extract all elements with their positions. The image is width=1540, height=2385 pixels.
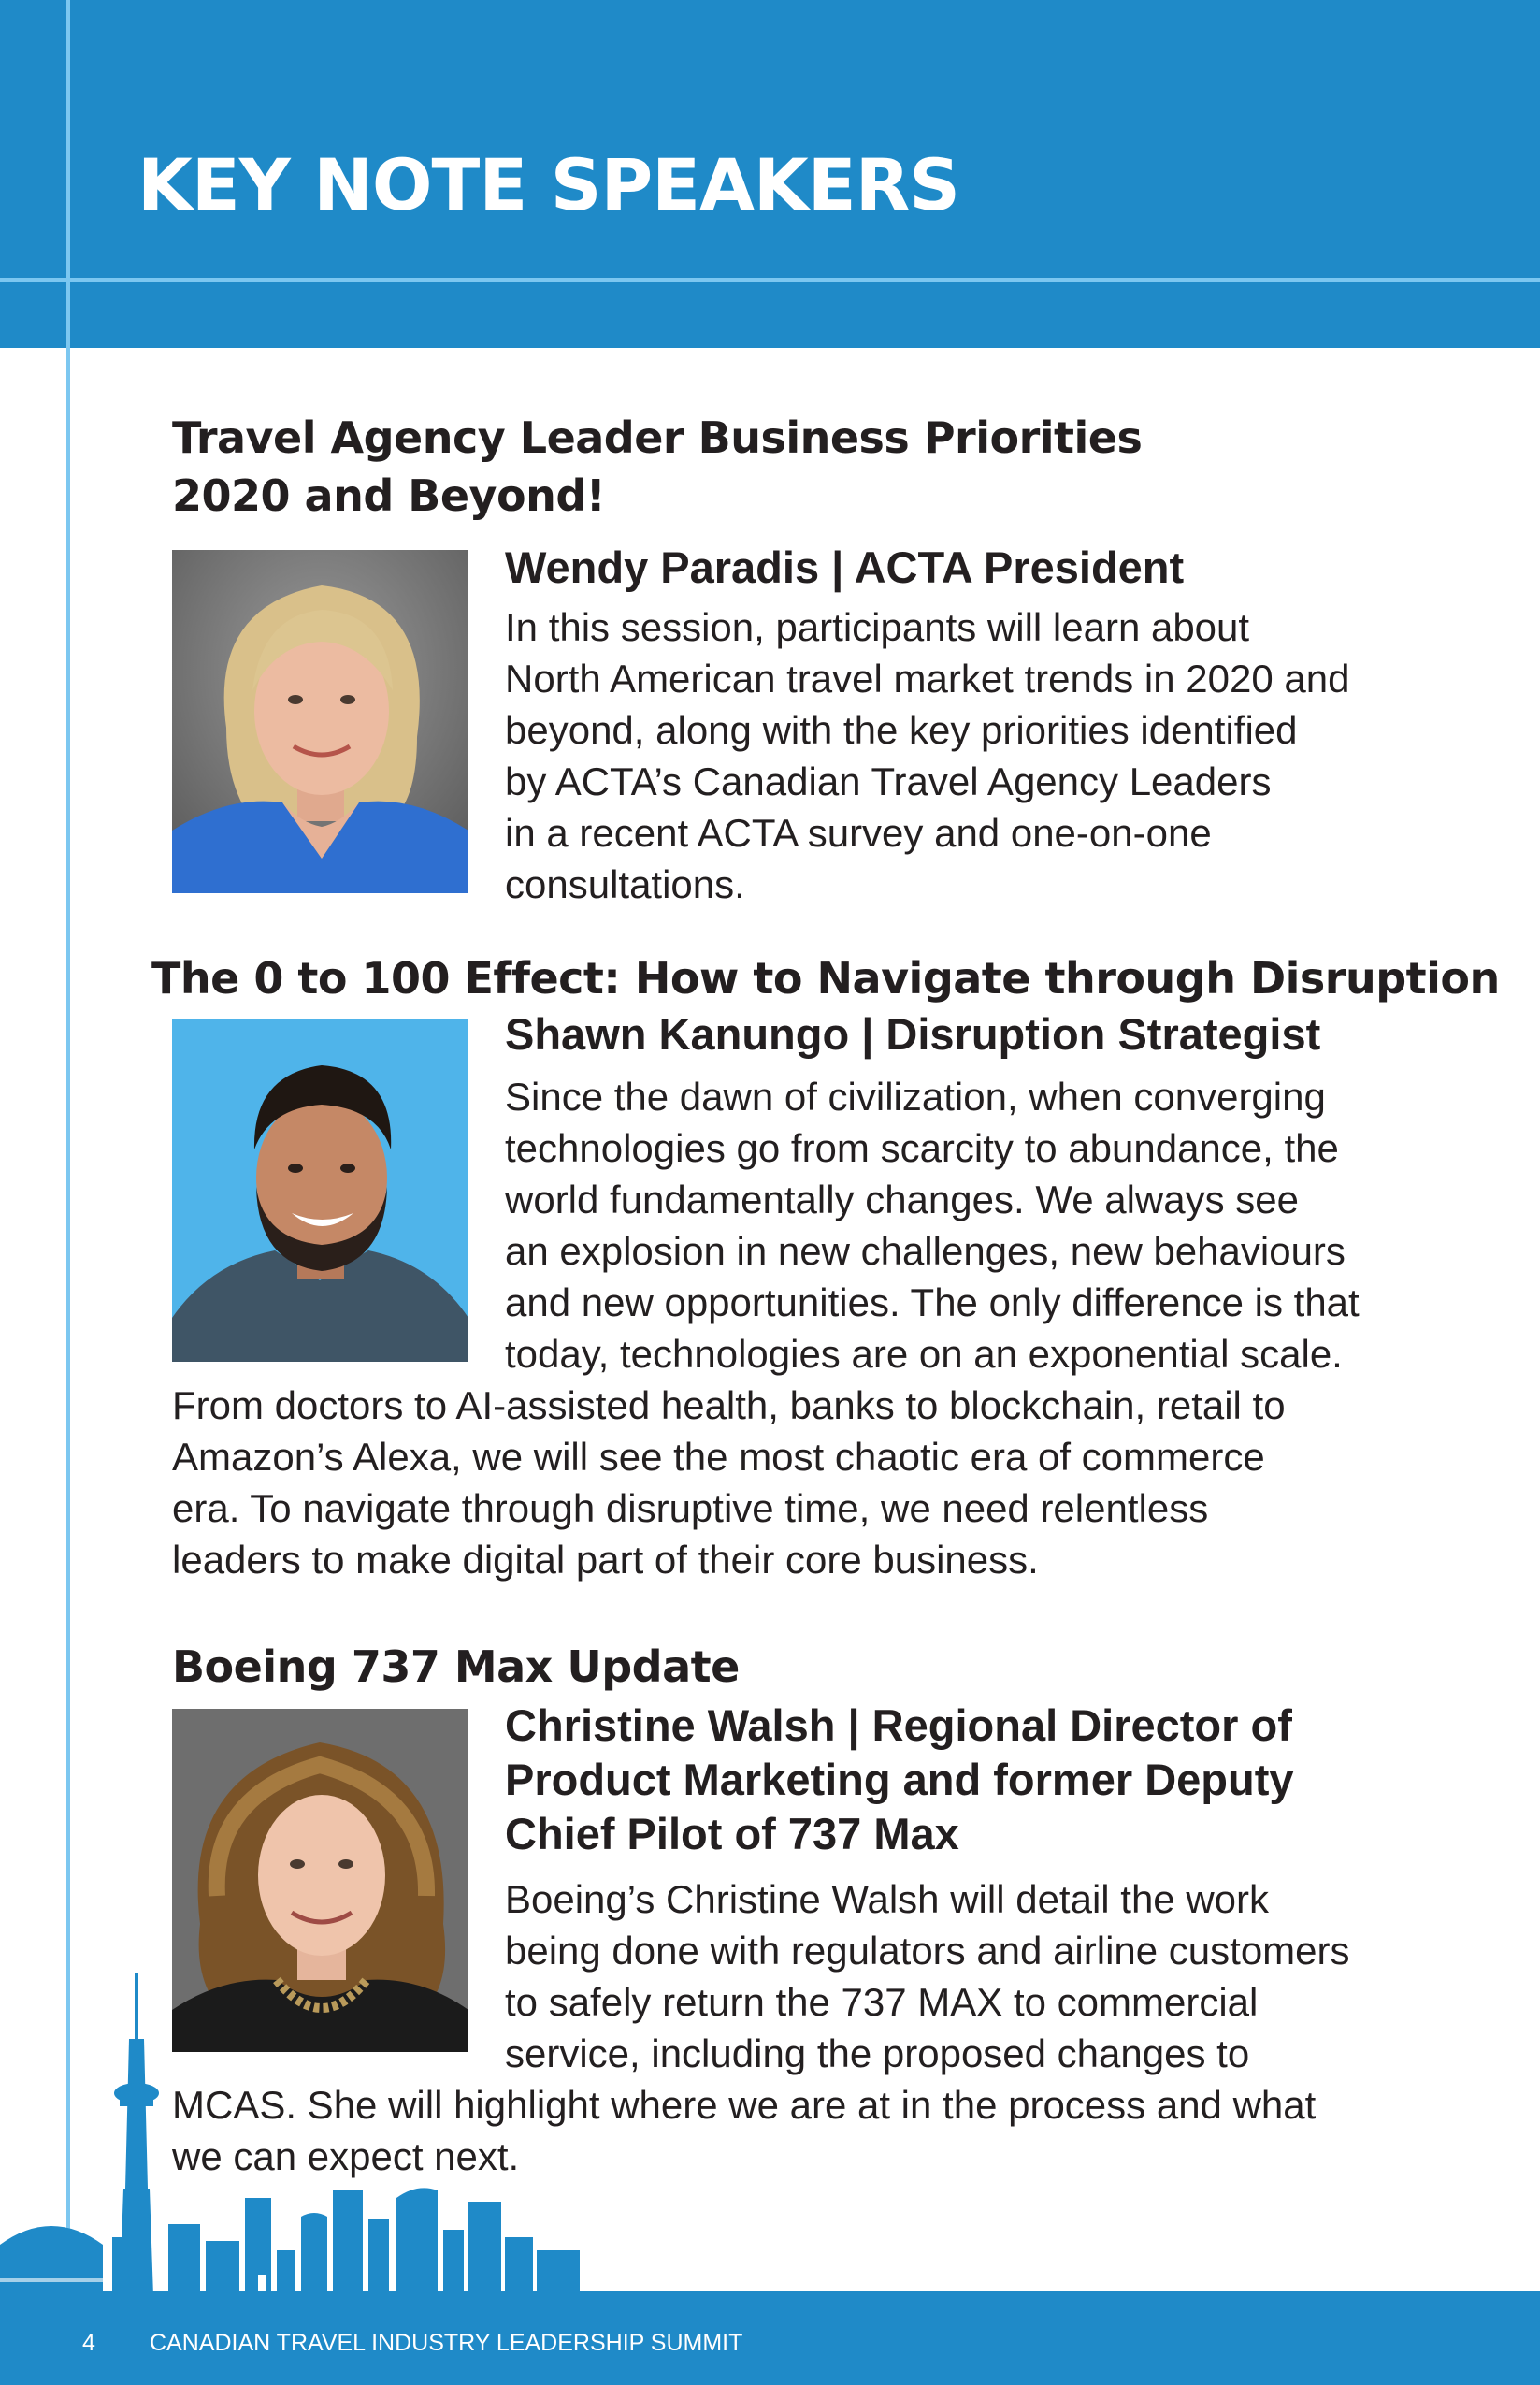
- margin-vertical-line: [66, 0, 70, 2291]
- session-title: [172, 1638, 740, 1696]
- description-line: an explosion in new challenges, new behaviours: [505, 1229, 1346, 1273]
- description-line: North American travel market trends in 2020 and: [505, 657, 1350, 701]
- description-line: leaders to make digital part of their core business.: [172, 1538, 1039, 1582]
- session-title-line: 2020 and Beyond!: [172, 470, 606, 521]
- toronto-skyline-illustration: [0, 1973, 598, 2296]
- description-line: Boeing’s Christine Walsh will detail the work: [505, 1877, 1270, 1921]
- speaker-name-line: Chief Pilot of 737 Max: [505, 1809, 959, 1858]
- speaker-name: [505, 1698, 1294, 1861]
- session-title: [172, 409, 1142, 525]
- description-line: consultations.: [505, 862, 745, 906]
- description-line: in a recent ACTA survey and one-on-one: [505, 811, 1212, 855]
- description-line: From doctors to AI-assisted health, banks to blockchain, retail to: [172, 1383, 1286, 1427]
- description-line: we can expect next.: [172, 2134, 520, 2178]
- description-line: by ACTA’s Canadian Travel Agency Leaders: [505, 759, 1272, 803]
- description-line: being done with regulators and airline customers: [505, 1929, 1350, 1973]
- publication-name: CANADIAN TRAVEL INDUSTRY LEADERSHIP SUMMIT: [150, 2330, 743, 2356]
- session-title-line: The 0 to 100 Effect: How to Navigate through Disruption: [151, 953, 1500, 1004]
- speaker-name-line: Shawn Kanungo | Disruption Strategist: [505, 1009, 1321, 1059]
- speaker-name-line: Product Marketing and former Deputy: [505, 1755, 1294, 1804]
- session-title: [151, 949, 1500, 1007]
- header-divider-line: [0, 278, 1540, 282]
- speaker-name-line: Christine Walsh | Regional Director of: [505, 1700, 1292, 1750]
- session-title-line: Travel Agency Leader Business Priorities: [172, 412, 1143, 463]
- session-title-line: Boeing 737 Max Update: [172, 1641, 740, 1692]
- description-line: technologies go from scarcity to abundance, the: [505, 1126, 1339, 1170]
- speaker-photo-shawn-kanungo: [172, 1019, 468, 1362]
- session-description: [505, 1873, 1350, 2079]
- description-line: In this session, participants will learn about: [505, 605, 1250, 649]
- description-line: era. To navigate through disruptive time, we need relentless: [172, 1486, 1209, 1530]
- description-line: Since the dawn of civilization, when converging: [505, 1075, 1326, 1119]
- speaker-name: [505, 541, 1184, 595]
- session-description: [505, 1071, 1360, 1380]
- description-line: world fundamentally changes. We always see: [505, 1178, 1300, 1221]
- description-line: service, including the proposed changes to: [505, 2031, 1250, 2075]
- speaker-name: [505, 1007, 1320, 1062]
- description-line: Amazon’s Alexa, we will see the most chaotic era of commerce: [172, 1435, 1265, 1479]
- description-line: to safely return the 737 MAX to commercial: [505, 1980, 1259, 2024]
- session-description: [505, 601, 1349, 910]
- speaker-photo-wendy-paradis: [172, 550, 468, 893]
- description-line: beyond, along with the key priorities identified: [505, 708, 1298, 752]
- description-line: today, technologies are on an exponential scale.: [505, 1332, 1343, 1376]
- session-description-continued: [172, 1380, 1286, 1585]
- page-title: KEY NOTE SPEAKERS: [137, 143, 959, 226]
- page-number: 4: [82, 2330, 95, 2356]
- description-line: and new opportunities. The only difference is that: [505, 1280, 1360, 1324]
- speaker-name-line: Wendy Paradis | ACTA President: [505, 542, 1185, 592]
- description-line: MCAS. She will highlight where we are at in the process and what: [172, 2083, 1317, 2127]
